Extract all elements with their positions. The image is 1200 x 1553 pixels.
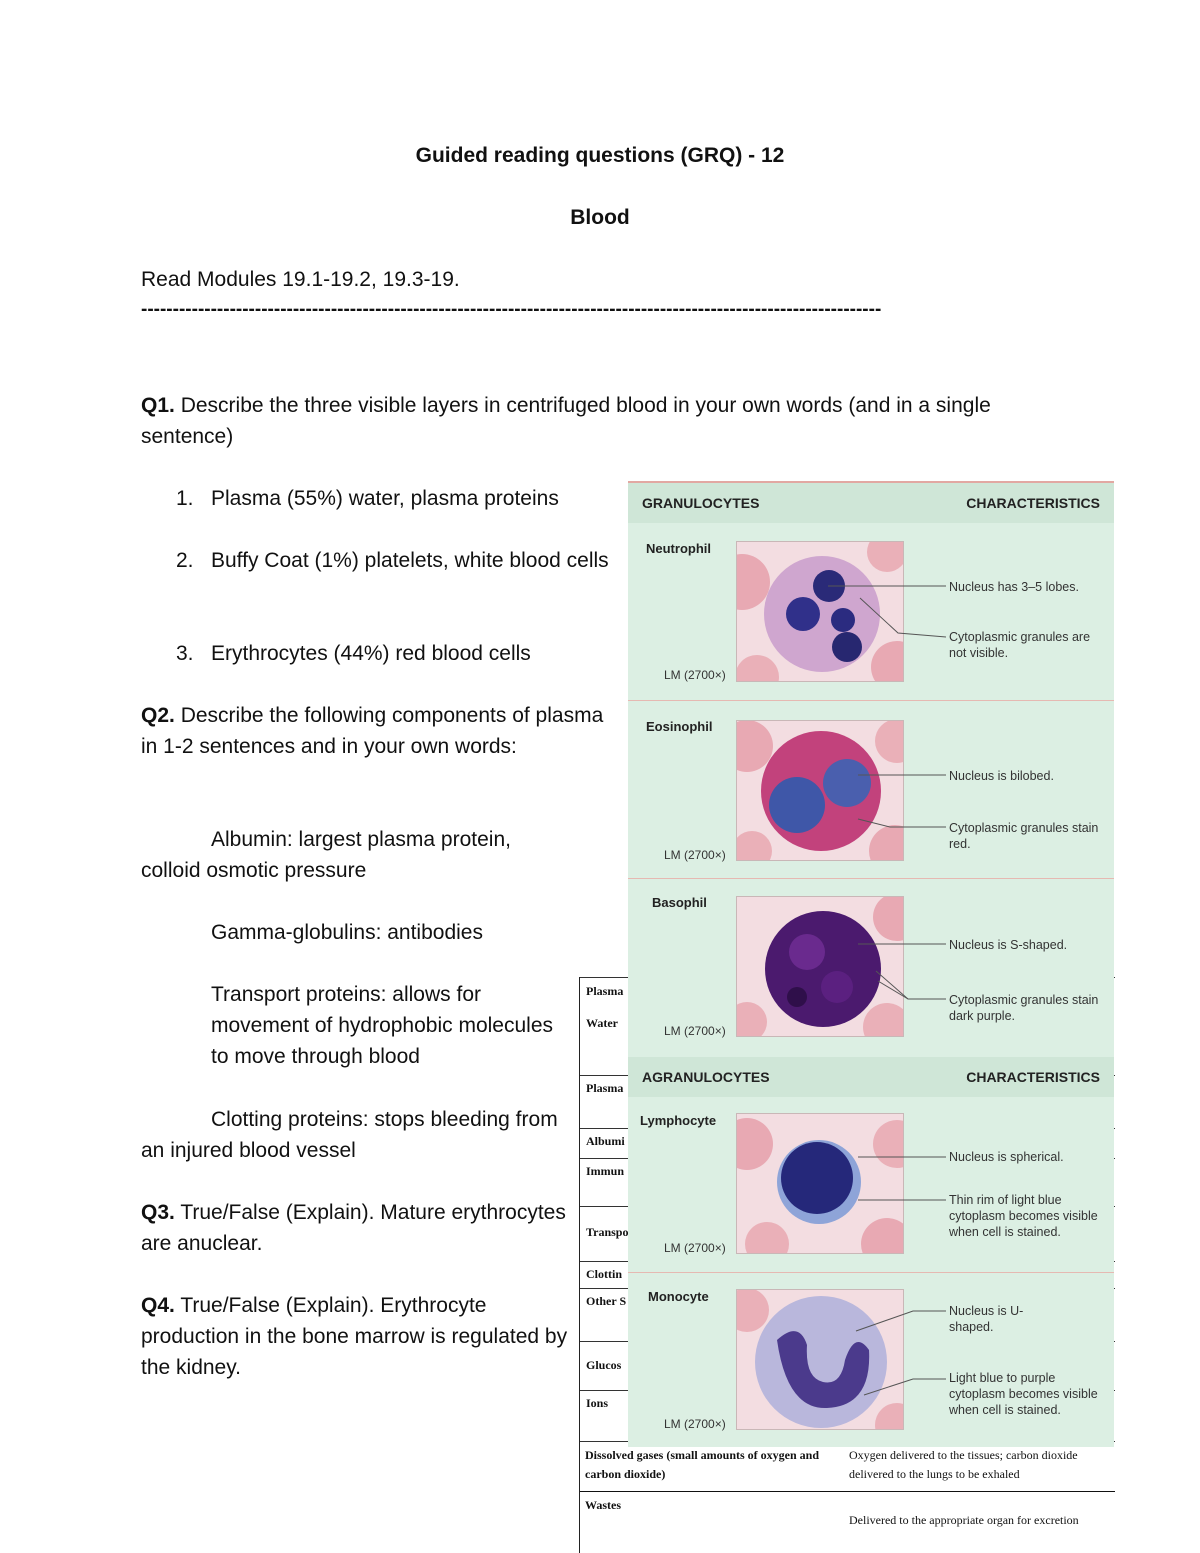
basophil-note-1: Nucleus is S-shaped. <box>949 938 1068 952</box>
lymphocyte-note-2: Thin rim of light blue cytoplasm becomes visible when cell is stained. <box>949 1193 1098 1239</box>
lymphocyte-panel: Lymphocyte LM (2700×) Nucleus is spherical. Thin rim of light blue cytoplasm becomes visible when cell is stained. <box>628 1097 1114 1273</box>
table-row: Plasma <box>580 1075 1115 1076</box>
basophil-note-2: Cytoplasmic granules stain dark purple. <box>949 993 1099 1023</box>
table-row: Plasma Water <box>580 977 1115 1022</box>
divider: --------------------------------------------------------------------------------------------------------------------- <box>141 299 882 320</box>
albumin-answer: Albumin: largest plasma protein, colloid osmotic pressure <box>141 828 511 882</box>
transport-proteins-answer: Transport proteins: allows for movement of hydrophobic molecules to move through blood <box>211 983 554 1068</box>
answer-2-num: 2. <box>176 549 194 572</box>
question-1 <box>141 390 1061 452</box>
table-row-wastes: Wastes Delivered to the appropriate organ for excretion <box>585 1498 1079 1527</box>
monocyte-note-1: Nucleus is U-shaped. <box>949 1304 1024 1334</box>
question-1-label: Q1. <box>141 394 175 417</box>
question-3 <box>141 1197 571 1259</box>
answer-3-text: Erythrocytes (44%) red blood cells <box>211 642 531 665</box>
answer-1-text: Plasma (55%) water, plasma proteins <box>211 487 559 510</box>
neutrophil-note-2: Cytoplasmic granules are not visible. <box>949 630 1091 660</box>
reading-assignment: Read Modules 19.1-19.2, 19.3-19. <box>141 268 460 291</box>
answer-1-num: 1. <box>176 487 194 510</box>
question-3-text: True/False (Explain). Mature erythrocytes are anuclear. <box>141 1201 566 1255</box>
white-blood-cell-figure <box>628 481 1114 1447</box>
table-row: Glucos <box>580 1341 1115 1342</box>
granulocytes-header: GRANULOCYTES CHARACTERISTICS <box>628 483 1114 523</box>
question-2-text: Describe the following components of plasma in 1-2 sentences and in your own words: <box>141 704 604 758</box>
question-4-label: Q4. <box>141 1294 175 1317</box>
question-3-label: Q3. <box>141 1201 175 1224</box>
question-4-text: True/False (Explain). Erythrocyte production in the bone marrow is regulated by the kidney. <box>141 1294 568 1379</box>
eosinophil-panel: Eosinophil LM (2700×) Nucleus is bilobed. Cytoplasmic granules stain red. <box>628 701 1114 879</box>
question-4 <box>141 1290 571 1383</box>
monocyte-panel: Monocyte LM (2700×) Nucleus is U-shaped. Light blue to purple cytoplasm becomes visible when cell is stained. <box>628 1273 1114 1449</box>
question-2-label: Q2. <box>141 704 175 727</box>
lymphocyte-note-1: Nucleus is spherical. <box>949 1150 1064 1164</box>
eosinophil-note-1: Nucleus is bilobed. <box>949 769 1054 783</box>
table-row: Transpo <box>580 1206 1115 1207</box>
eosinophil-note-2: Cytoplasmic granules stain red. <box>949 821 1099 851</box>
answer-3-num: 3. <box>176 642 194 665</box>
table-row: Immun <box>580 1158 1115 1159</box>
page-subtitle: Blood <box>570 206 630 229</box>
agranulocytes-header: AGRANULOCYTES CHARACTERISTICS <box>628 1057 1114 1097</box>
question-1-text: Describe the three visible layers in centrifuged blood in your own words (and in a single sentence) <box>141 394 991 448</box>
neutrophil-note-1: Nucleus has 3–5 lobes. <box>949 580 1079 594</box>
table-row: Clottin <box>580 1261 1115 1262</box>
basophil-panel: Basophil LM (2700×) Nucleus is S-shaped. Cytoplasmic granules stain dark purple. <box>628 879 1114 1055</box>
answer-2-text: Buffy Coat (1%) platelets, white blood cells <box>211 549 609 572</box>
neutrophil-panel: Neutrophil LM (2700×) Nucleus has 3–5 lobes. Cytoplasmic granules are not visible. <box>628 523 1114 701</box>
table-row: Albumi <box>580 1128 1115 1129</box>
question-2 <box>141 700 611 762</box>
clotting-proteins-answer: Clotting proteins: stops bleeding from an injured blood vessel <box>141 1108 558 1162</box>
monocyte-note-2: Light blue to purple cytoplasm becomes visible when cell is stained. <box>949 1371 1098 1417</box>
table-row-dissolved-gases: Dissolved gases (small amounts of oxygen and carbon dioxide) Oxygen delivered to the tissues; carbon dioxide delivered to the lungs to be exhaled <box>585 1448 1078 1481</box>
page-title: Guided reading questions (GRQ) - 12 <box>415 144 785 167</box>
table-row: Ions <box>580 1390 1115 1391</box>
table-row: Other S <box>580 1288 1115 1289</box>
gamma-globulins-answer: Gamma-globulins: antibodies <box>211 921 483 944</box>
